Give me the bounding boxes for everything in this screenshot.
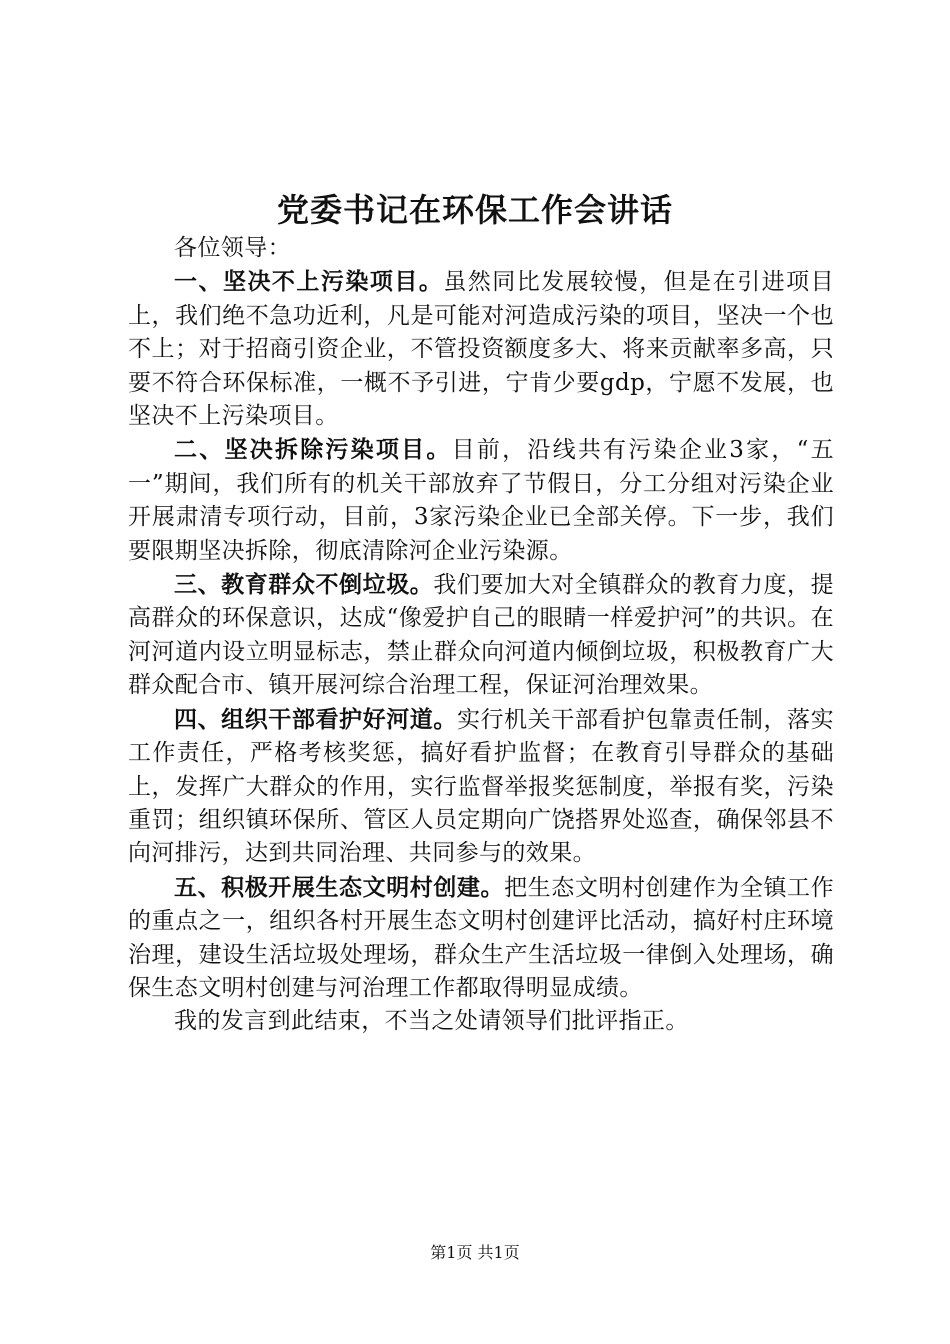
section-paragraph-1 [128, 265, 834, 433]
section-paragraph-2 [128, 433, 834, 568]
section-heading-1: 一、坚决不上污染项目。 [174, 268, 444, 296]
page-number-footer: 第1页 共1页 [430, 1243, 520, 1262]
section-paragraph-3 [128, 568, 834, 703]
section-heading-4: 四、组织干部看护好河道。 [174, 705, 457, 733]
section-heading-5: 五、积极开展生态文明村创建。 [174, 873, 505, 901]
section-text-4: 实行机关干部看护包靠责任制，落实工作责任，严格考核奖惩，搞好看护监督；在教育引导群众的基础上，发挥广大群众的作用，实行监督举报奖惩制度，举报有奖，污染重罚；组织镇环保所、管区人员定期向广饶搭界处巡查，确保邻县不向河排污，达到共同治理、共同参与的效果。 [128, 706, 834, 867]
salutation: 各位领导： [174, 235, 291, 261]
section-paragraph-5 [128, 871, 834, 1006]
section-text-1: 虽然同比发展较慢，但是在引进项目上，我们绝不急功近利，凡是可能对河造成污染的项目，坚决一个也不上；对于招商引资企业，不管投资额度多大、将来贡献率多高，只要不符合环保标准，一概不予引进，宁肯少要gdp，宁愿不发展，也坚决不上污染项目。 [128, 269, 834, 430]
section-text-2: 目前，沿线共有污染企业3家，“五一”期间，我们所有的机关干部放弃了节假日，分工分组对污染企业开展肃清专项行动，目前，3家污染企业已全部关停。下一步，我们要限期坚决拆除，彻底清除河企业污染源。 [128, 437, 834, 564]
section-text-5: 把生态文明村创建作为全镇工作的重点之一，组织各村开展生态文明村创建评比活动，搞好村庄环境治理，建设生活垃圾处理场，群众生产生活垃圾一律倒入处理场，确保生态文明村创建与河治理工作都取得明显成绩。 [128, 874, 834, 1001]
section-paragraph-4 [128, 703, 834, 871]
section-heading-3: 三、教育群众不倒垃圾。 [174, 571, 434, 599]
page-title: 党委书记在环保工作会讲话 [276, 191, 673, 229]
section-text-3: 我们要加大对全镇群众的教育力度，提高群众的环保意识，达成“像爱护自己的眼睛一样爱护河”的共识。在河河道内设立明显标志，禁止群众向河道内倾倒垃圾，积极教育广大群众配合市、镇开展河综合治理工程，保证河治理效果。 [128, 572, 834, 699]
document-body [128, 232, 834, 1039]
closing-paragraph: 我的发言到此结束，不当之处请领导们批评指正。 [174, 1008, 689, 1035]
section-heading-2: 二、坚决拆除污染项目。 [174, 436, 452, 464]
